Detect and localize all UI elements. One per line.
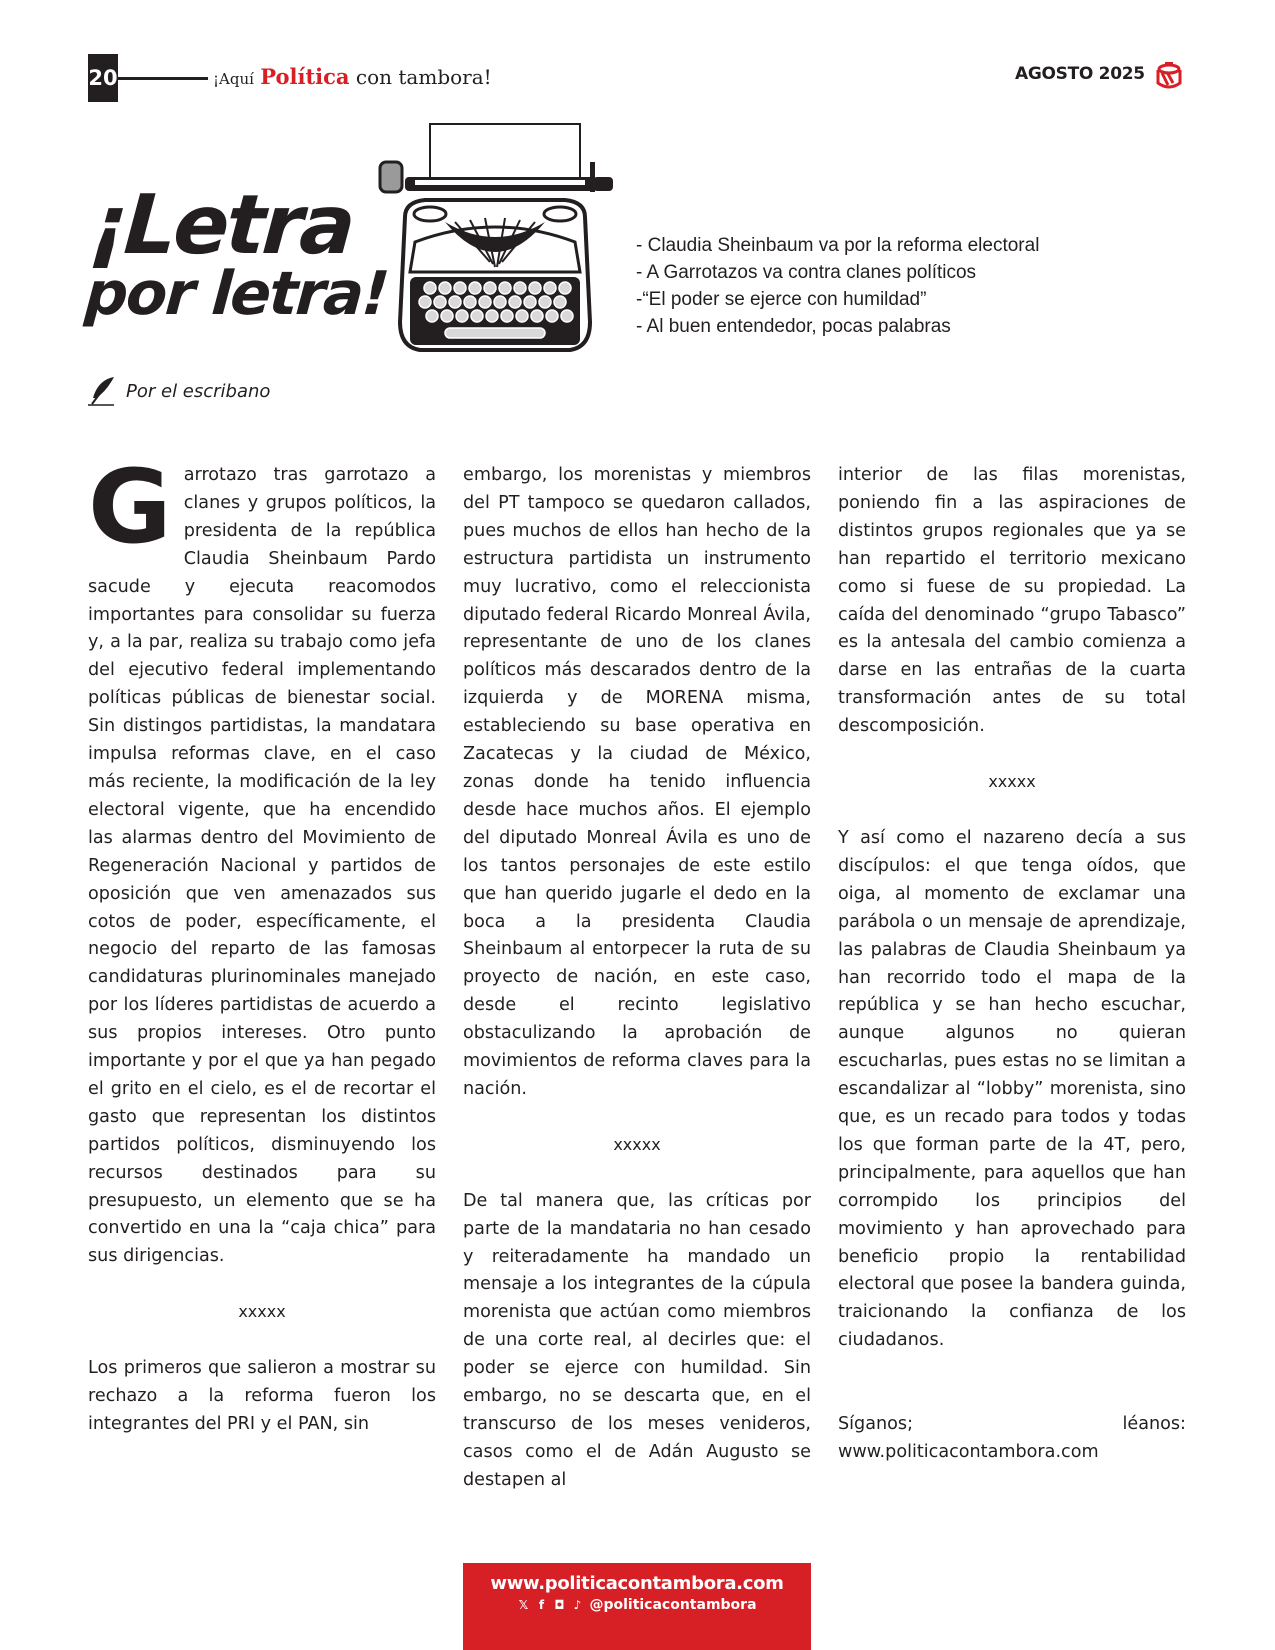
issue-date: AGOSTO 2025 <box>1015 64 1145 84</box>
paragraph: De tal manera que, las críticas por parte de la mandataria no han cesado y reiteradamente ha mandado un mensaje a los integrantes de la cúpula morenista que actúan como miembros de una corte real, al decirles que: el poder se ejerce con humildad. Sin embargo, no se descarta que, en el transcurso de los meses venideros, casos como el de Adán Augusto se destapen al <box>463 1190 811 1490</box>
summary-item: - Claudia Sheinbaum va por la reforma electoral <box>636 235 1040 256</box>
article-column-1 <box>88 448 436 1439</box>
publication-tagline <box>213 64 492 89</box>
tagline-prefix: ¡Aquí <box>213 70 254 88</box>
summary-list <box>636 232 1039 340</box>
website-link[interactable]: www.politicacontambora.com <box>838 1442 1099 1463</box>
column-title <box>82 178 394 330</box>
section-separator: xxxxx <box>613 1134 661 1154</box>
summary-item: - A Garrotazos va contra clanes políticos <box>636 262 977 283</box>
column-title-line2: por letra! <box>82 259 390 330</box>
paragraph: interior de las filas morenistas, poniendo fin a las aspiraciones de distintos grupos regionales que ya se han repartido el territorio mexicano como si fuese de su propiedad. La caída del denominado “grupo Tabasco” es la antesala del cambio comienza a darse en las entrañas de la cuarta transformación antes de su total descomposición. <box>838 465 1186 737</box>
summary-item: - Al buen entendedor, pocas palabras <box>636 316 951 337</box>
follow-word: Síganos; <box>838 1414 914 1435</box>
tagline-suffix: con tambora! <box>355 65 492 89</box>
paragraph: embargo, los morenistas y miembros del PT tampoco se quedaron callados, pues muchos de ellos han hecho de la estructura partidista un instrumento muy lucrativo, como el releccionista diputado federal Ricardo Monreal Ávila, representante de uno de los clanes políticos más descarados dentro de la izquierda y de MORENA misma, estableciendo su base operativa en Zacatecas y la ciudad de México, zonas donde ha tenido influencia desde hace muchos años. El ejemplo del diputado Monreal Ávila es uno de los tantos personajes de este estilo que han querido jugarle el dedo en la boca a la presidenta Claudia Sheinbaum al entorpecer la ruta de su proyecto de nación, en este caso, desde el recinto legislativo obstaculizando la aprobación de movimientos de reforma claves para la nación. <box>463 465 811 1099</box>
x-icon[interactable]: 𝕏 <box>518 1598 529 1612</box>
social-links <box>463 1597 811 1613</box>
social-handle[interactable]: @politicacontambora <box>589 1597 757 1613</box>
tagline-brand: Política <box>260 64 350 89</box>
typewriter-icon <box>375 122 615 362</box>
byline-author: Por el escribano <box>126 380 271 402</box>
quill-icon <box>88 376 116 406</box>
header-rule <box>118 77 208 80</box>
paragraph-text: arrotazo tras garrotazo a clanes y grupos políticos, la presidenta de la república Claudia Sheinbaum Pardo sacude y ejecuta reacomodos importantes para consolidar su fuerza y, a la par, realiza su trabajo como jefa del ejecutivo federal implementando políticas públicas de bienestar social. Sin distingos partidistas, la mandatara impulsa reformas clave, en el caso más reciente, la modificación de la ley electoral vigente, que ha encendido las alarmas dentro del Movimiento de Regeneración Nacional y partidos de oposición que ven amenazados sus cotos de poder, específicamente, el negocio del reparto de las famosas candidaturas plurinominales manejado por los líderes partidistas de acuerdo a sus propios intereses. Otro punto importante y por el que ya han pegado el grito en el cielo, es el de recortar el gasto que representan los distintos partidos políticos, disminuyendo los recursos destinados para su presupuesto, un elemento que se ha convertido en una la “caja chica” para sus dirigencias. <box>88 465 436 1267</box>
drum-logo-icon <box>1153 61 1185 91</box>
tiktok-icon[interactable]: ♪ <box>573 1598 582 1612</box>
footer-website-link[interactable]: www.politicacontambora.com <box>490 1573 784 1594</box>
paragraph: Y así como el nazareno decía a sus discípulos: el que tenga oídos, que oiga, al momento de exclamar una parábola o un mensaje de aprendizaje, las palabras de Claudia Sheinbaum ya han recorrido todo el mapa de la república y se han hecho escuchar, aunque algunos no quieran escucharlas, pues estas no se limitan a escandalizar al “lobby” morenista, sino que, es un recado para todos y todas los que forman parte de la 4T, pero, principalmente, para aquellos que han corrompido los principios del movimiento y han aprovechado para beneficio propio la rentabilidad electoral que posee la bandera guinda, traicionando la confianza de los ciudadanos. <box>838 827 1186 1351</box>
article-column-3 <box>838 462 1186 1467</box>
section-separator: xxxxx <box>988 772 1036 792</box>
summary-item: -“El poder se ejerce con humildad” <box>636 289 927 310</box>
article-column-2 <box>463 462 811 1495</box>
column-title-line1: ¡Letra <box>86 178 356 273</box>
footer-banner <box>463 1563 811 1650</box>
paragraph <box>88 448 436 1271</box>
follow-word: léanos: <box>1122 1414 1186 1435</box>
paragraph: Los primeros que salieron a mostrar su rechazo a la reforma fueron los integrantes del PRI y el PAN, sin <box>88 1358 436 1434</box>
page-number: 20 <box>88 54 118 102</box>
drop-cap: G <box>88 448 170 567</box>
facebook-icon[interactable]: f <box>538 1598 545 1612</box>
byline <box>88 376 270 406</box>
follow-us <box>838 1411 1186 1467</box>
section-separator: xxxxx <box>238 1302 286 1322</box>
instagram-icon[interactable]: ◘ <box>554 1598 565 1612</box>
